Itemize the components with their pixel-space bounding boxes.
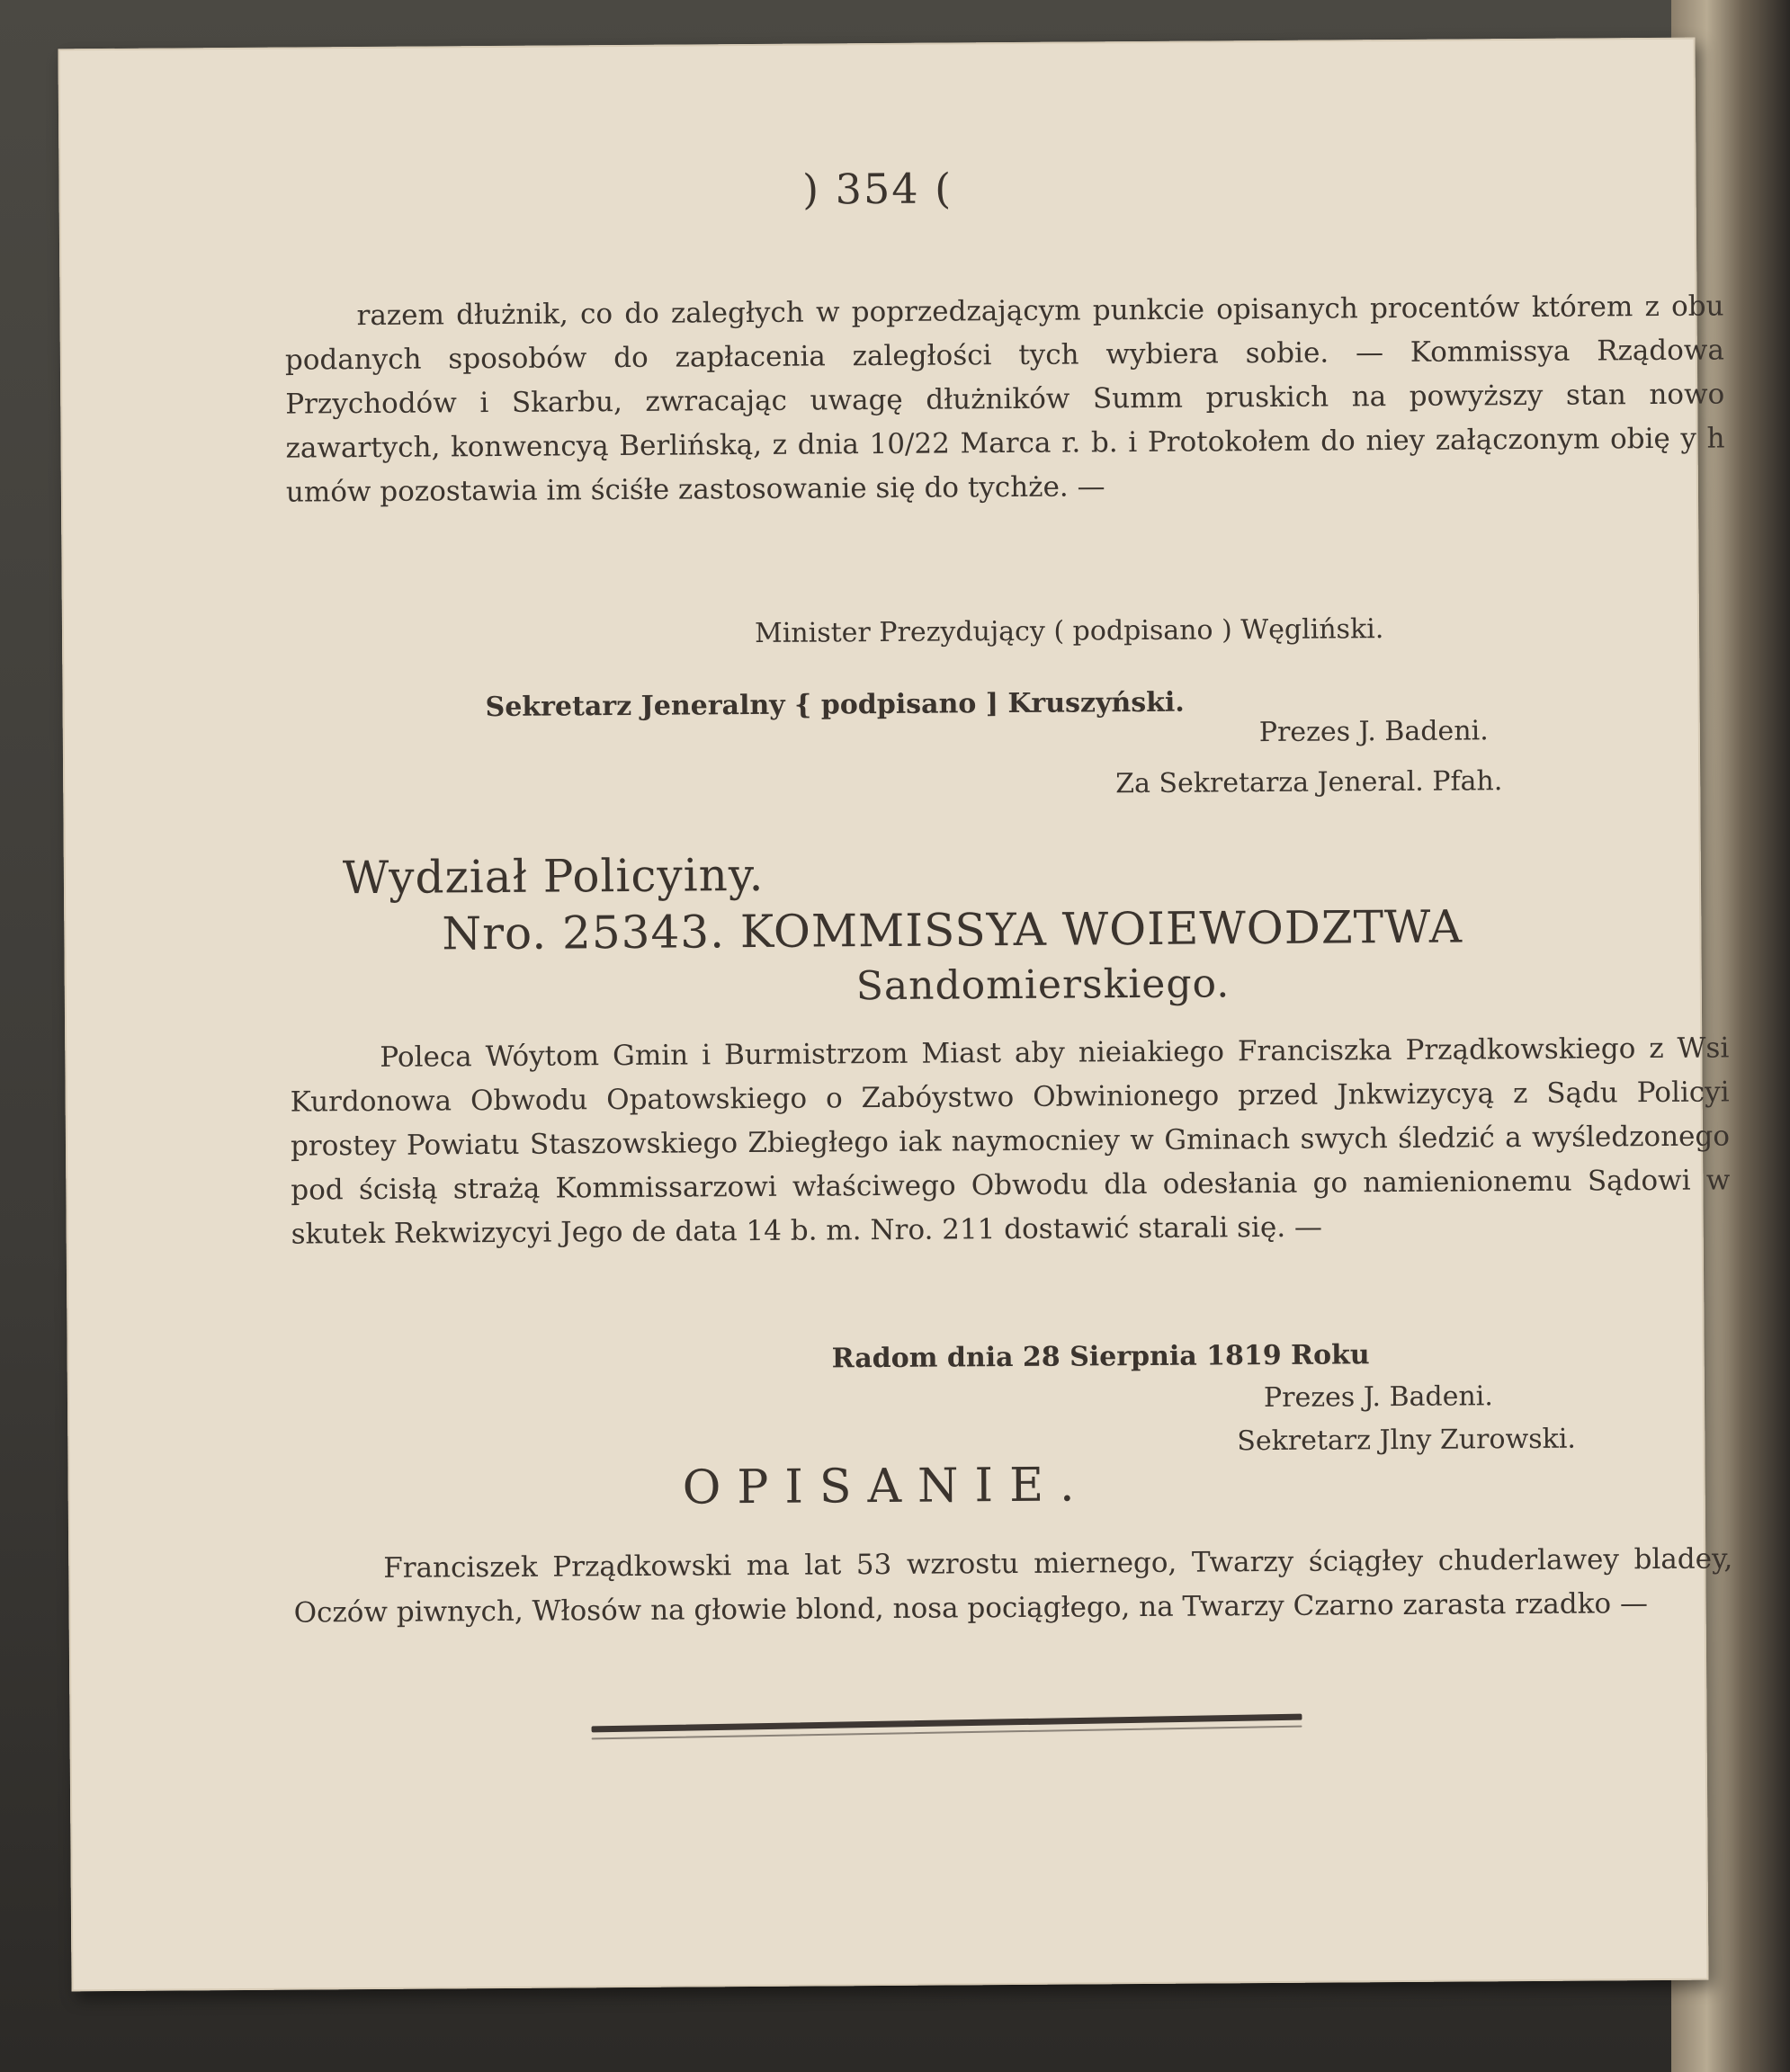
page-number: ) 354 ( [801, 164, 953, 214]
kommissya-subtitle: Sandomierskiego. [855, 960, 1231, 1010]
paragraph-kommissya-skarbu [284, 284, 1725, 514]
signature-za-sekretarza: Za Sekretarza Jeneral. Pfah. [1115, 765, 1503, 800]
paragraph-text: Poleca Wóytom Gmin i Burmistrzom Miast aby nieiakiego Franciszka Prządkowskiego z Wsi Kurdonowa Obwodu Opatowskiego o Zabóystwo Obwinionego przed Jnkwizycyą z Sądu Policyi prostey Powiatu Staszowskiego Zbiegłego iak naymocniey w Gminach swych śledzić a wyśledzonego pod ścisłą strażą Kommissarzowi właściwego Obwodu dla odesłania go namienionemu Sądowi w skutek Rekwizycyi Jego de data 14 b. m. Nro. 211 dostawić starali się. — [290, 1032, 1731, 1251]
opisanie-heading: OPISANIE. [682, 1458, 1091, 1515]
department-heading: Wydział Policyiny. [342, 848, 765, 905]
signature-minister: Minister Prezydujący ( podpisano ) Węgliński. [754, 613, 1384, 649]
signature-sekretarz-2: Sekretarz Jlny Zurowski. [1237, 1423, 1577, 1458]
paragraph-text: Franciszek Prządkowski ma lat 53 wzrostu miernego, Twarzy ściągłey chuderlawey bladey, Oczów piwnych, Włosów na głowie blond, nosa pociągłego, na Twarzy Czarno zarasta rzadko — [293, 1542, 1733, 1630]
signature-prezes: Prezes J. Badeni. [1258, 715, 1489, 749]
closing-rule [592, 1714, 1302, 1733]
paragraph-text: razem dłużnik, co do zaległych w poprzedzającym punkcie opisanych procentów którem z obu podanych sposobów do zapłacenia zaległości tych wybiera sobie. — Kommissya Rządowa Przychodów i Skarbu, zwracając uwagę dłużników Summ pruskich na powyższy stan nowo zawartych, konwencyą Berlińską, z dnia 10/22 Marca r. b. i Protokołem do niey załączonym obię y h umów pozostawia im ściśłe zastosowanie się do tychże. — [284, 290, 1725, 509]
document-page [58, 38, 1733, 1992]
kommissya-title: Nro. 25343. KOMMISSYA WOIEWODZTWA [442, 900, 1463, 960]
signature-prezes-2: Prezes J. Badeni. [1263, 1380, 1493, 1415]
signature-sekretarz: Sekretarz Jeneralny { podpisano ] Kruszyński. [485, 686, 1185, 724]
paragraph-poleca [290, 1026, 1731, 1256]
paragraph-opisanie [293, 1537, 1733, 1635]
date-line: Radom dnia 28 Sierpnia 1819 Roku [831, 1339, 1370, 1375]
